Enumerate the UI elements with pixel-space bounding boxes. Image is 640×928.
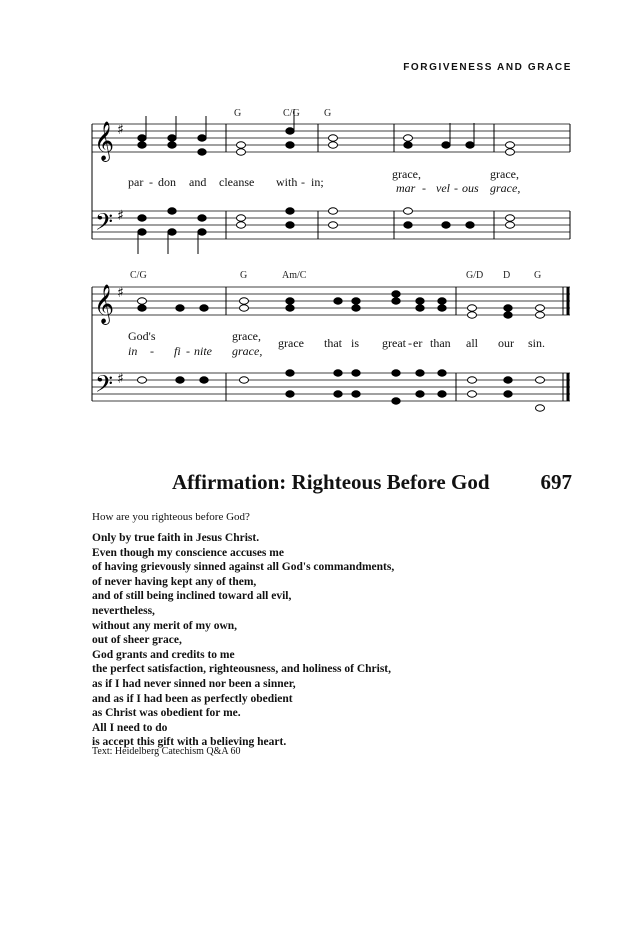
reading-question: How are you righteous before God? (92, 511, 250, 523)
lyric-syllable: our (498, 336, 514, 350)
lyric-syllable: and (189, 175, 207, 189)
lyric-syllable: grace, (490, 167, 519, 181)
affirmation-text (92, 531, 394, 750)
staff-lines (92, 124, 570, 401)
svg-text:𝄢: 𝄢 (95, 208, 114, 241)
chord-symbol: C/G (130, 270, 147, 281)
lyric-syllable: vel (436, 181, 450, 195)
affirmation-line: All I need to do (92, 721, 168, 734)
lyrics-system-2 (128, 329, 545, 358)
lyric-syllable: is (351, 336, 360, 350)
chord-symbol: Am/C (282, 270, 307, 281)
lyric-hyphen: - (454, 181, 458, 195)
reading-title-row (172, 470, 572, 500)
lyric-syllable: er (413, 336, 423, 350)
clefs (94, 121, 124, 403)
affirmation-line: as if I had never sinned nor been a sinner, (92, 677, 296, 690)
lyric-syllable: than (430, 336, 451, 350)
affirmation-line: nevertheless, (92, 604, 155, 617)
chord-symbol: G (234, 108, 242, 119)
affirmation-line: of having grievously sinned against all God's commandments, (92, 561, 395, 574)
lyric-syllable: all (466, 336, 478, 350)
lyric-hyphen: - (149, 175, 153, 189)
svg-text:♯: ♯ (117, 122, 124, 138)
affirmation-line: and of still being inclined toward all evil, (92, 590, 292, 603)
noteheads (138, 109, 545, 411)
music-score (0, 0, 640, 440)
lyric-syllable: grace, (392, 167, 421, 181)
affirmation-line: and as if I had been as perfectly obedient (92, 692, 293, 705)
lyrics-system-1 (128, 167, 520, 195)
lyric-syllable: grace (278, 336, 304, 350)
lyric-syllable: don (158, 175, 176, 189)
affirmation-line: of never having kept any of them, (92, 575, 257, 588)
affirmation-line: as Christ was obedient for me. (92, 707, 241, 720)
affirmation-line: out of sheer grace, (92, 634, 182, 647)
lyric-syllable: in (128, 344, 138, 358)
lyric-syllable: great (382, 336, 406, 350)
lyric-syllable: par (128, 175, 144, 189)
lyric-syllable: fi (174, 344, 181, 358)
lyric-syllable: in; (311, 175, 324, 189)
lyric-syllable: mar (396, 181, 416, 195)
affirmation-line: is accept this gift with a believing heart. (92, 736, 287, 749)
lyric-hyphen: - (408, 336, 412, 350)
lyric-syllable: nite (194, 344, 212, 358)
svg-text:𝄞: 𝄞 (94, 284, 115, 324)
lyric-hyphen: - (301, 175, 305, 189)
svg-text:𝄞: 𝄞 (94, 121, 115, 161)
lyric-syllable: grace, (232, 329, 261, 343)
svg-text:𝄢: 𝄢 (95, 370, 114, 403)
lyric-hyphen: - (186, 344, 190, 358)
reading-number: 697 (540, 470, 572, 494)
affirmation-line: Even though my conscience accuses me (92, 546, 284, 559)
lyric-syllable: ous (462, 181, 479, 195)
chord-symbol: G (240, 270, 248, 281)
text-credit: Text: Heidelberg Catechism Q&A 60 (92, 746, 241, 757)
chord-symbol: G (324, 108, 332, 119)
chord-symbol: C/G (283, 108, 300, 119)
lyric-syllable: that (324, 336, 342, 350)
affirmation-line: Only by true faith in Jesus Christ. (92, 532, 260, 544)
affirmation-line: God grants and credits to me (92, 648, 235, 661)
svg-text:♯: ♯ (117, 371, 124, 387)
svg-text:♯: ♯ (117, 285, 124, 301)
lyric-syllable: grace, (232, 344, 263, 358)
lyric-hyphen: - (422, 181, 426, 195)
lyric-syllable: God's (128, 329, 156, 343)
lyric-hyphen: - (150, 344, 154, 358)
lyric-syllable: cleanse (219, 175, 255, 189)
section-header: FORGIVENESS AND GRACE (403, 62, 572, 73)
affirmation-line: without any merit of my own, (92, 619, 238, 632)
reading-title: Affirmation: Righteous Before God (172, 470, 490, 494)
chord-symbol: G/D (466, 270, 484, 281)
lyric-syllable: with (276, 175, 298, 189)
affirmation-line: the perfect satisfaction, righteousness, and holiness of Christ, (92, 663, 391, 676)
barlines (92, 124, 570, 401)
lyric-syllable: grace, (490, 181, 521, 195)
chord-symbol: G (534, 270, 542, 281)
lyric-syllable: sin. (528, 336, 546, 350)
svg-text:♯: ♯ (117, 208, 124, 224)
chord-symbol: D (503, 270, 511, 281)
